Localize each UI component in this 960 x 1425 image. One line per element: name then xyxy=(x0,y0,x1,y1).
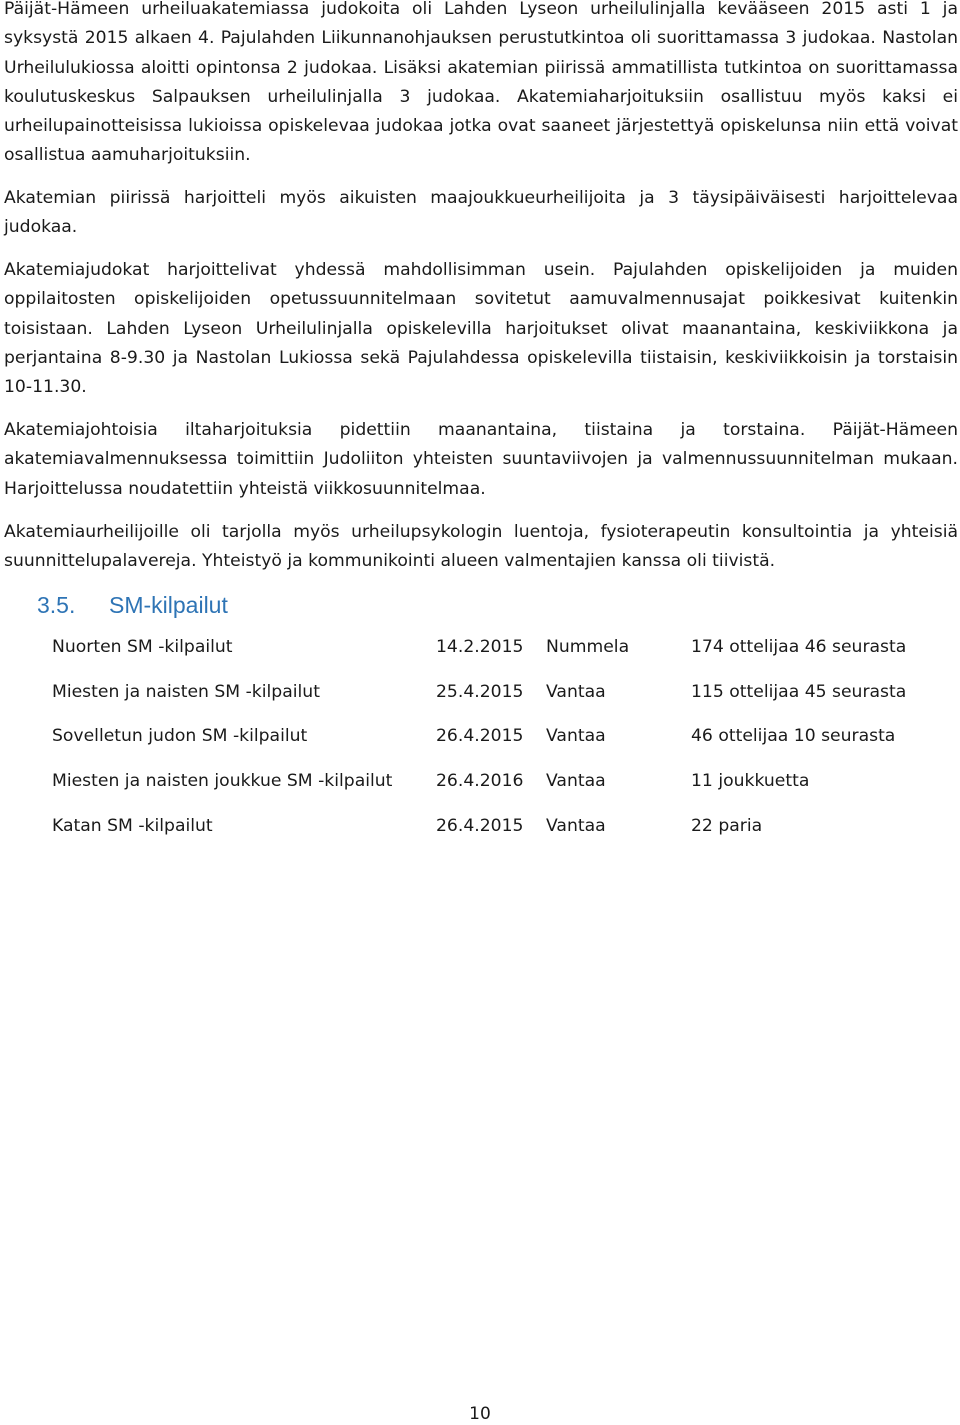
competition-place: Vantaa xyxy=(546,726,606,747)
table-row xyxy=(52,714,951,759)
competition-place: Nummela xyxy=(546,637,630,658)
section-number: 3.5. xyxy=(37,592,76,618)
competitions-table xyxy=(52,625,951,848)
page-number: 10 xyxy=(469,1404,491,1424)
competition-participants: 22 paria xyxy=(691,815,763,836)
paragraph-support-services: Akatemiaurheilijoille oli tarjolla myös urheilupsykologin luentoja, fysioterapeutin konsultointia ja yhteisiä suunnittelupalavereja. Yhteistyö ja kommunikointi alueen valmentajien kanssa oli tiivistä. xyxy=(4,522,958,572)
competition-date: 25.4.2015 xyxy=(436,681,524,702)
competition-name: Nuorten SM -kilpailut xyxy=(52,637,233,658)
competition-date: 26.4.2016 xyxy=(436,771,524,792)
competition-participants: 174 ottelijaa 46 seurasta xyxy=(691,637,907,658)
competition-date: 26.4.2015 xyxy=(436,726,524,747)
competition-date: 26.4.2015 xyxy=(436,815,524,836)
paragraph-evening-training: Akatemiajohtoisia iltaharjoituksia pidettiin maanantaina, tiistaina ja torstaina. Päijät-Hämeen akatemiavalmennuksessa toimittiin Judoliiton yhteisten suuntaviivojen ja valmennussuunnitelman mukaan. Harjoittelussa noudatettiin yhteistä viikkosuunnitelmaa. xyxy=(4,420,958,499)
competition-name: Sovelletun judon SM -kilpailut xyxy=(52,726,308,747)
table-row xyxy=(52,625,951,670)
competition-place: Vantaa xyxy=(546,681,606,702)
competition-date: 14.2.2015 xyxy=(436,637,524,658)
section-heading xyxy=(37,592,228,619)
paragraph-academy-students: Päijät-Hämeen urheiluakatemiassa judokoita oli Lahden Lyseon urheilulinjalla kevääseen 2015 asti 1 ja syksystä 2015 alkaen 4. Pajulahden Liikunnanohjauksen perustutkintoa oli suorittamassa 3 judokaa. Nastolan Urheilulukiossa aloitti opintonsa 2 judokaa. Lisäksi akatemian piirissä ammatillista tutkintoa on suorittamassa koulutuskeskus Salpauksen urheilulinjalla 3 judokaa. Akatemiaharjoituksiin osallistuu myös kaksi ei urheilupainotteisissa lukioissa opiskelevaa judokaa jotka ovat saaneet järjestettyä opiskelunsa niin että voivat osallistua aamuharjoituksiin. xyxy=(4,0,958,166)
competition-participants: 115 ottelijaa 45 seurasta xyxy=(691,681,907,702)
competition-participants: 11 joukkuetta xyxy=(691,771,810,792)
competition-name: Miesten ja naisten joukkue SM -kilpailut xyxy=(52,771,393,792)
table-row xyxy=(52,759,951,804)
competition-participants: 46 ottelijaa 10 seurasta xyxy=(691,726,896,747)
competition-name: Katan SM -kilpailut xyxy=(52,815,213,836)
paragraph-training-schedule: Akatemiajudokat harjoittelivat yhdessä mahdollisimman usein. Pajulahden opiskelijoiden ja muiden oppilaitosten opiskelijoiden opetussuunnitelmaan sovitetut aamuvalmennusajat poikkesivat kuitenkin toisistaan. Lahden Lyseon Urheilulinjalla opiskelevilla harjoitukset olivat maanantaina, keskiviikkona ja perjantaina 8-9.30 ja Nastolan Lukiossa sekä Pajulahdessa opiskelevilla tiistaisin, keskiviikkoisin ja torstaisin 10-11.30. xyxy=(4,260,958,398)
competition-place: Vantaa xyxy=(546,815,606,836)
section-title: SM-kilpailut xyxy=(109,592,228,618)
paragraph-adult-athletes: Akatemian piirissä harjoitteli myös aikuisten maajoukkueurheilijoita ja 3 täysipäiväisesti harjoittelevaa judokaa. xyxy=(4,188,958,238)
competition-place: Vantaa xyxy=(546,771,606,792)
table-row xyxy=(52,670,951,715)
competition-name: Miesten ja naisten SM -kilpailut xyxy=(52,681,320,702)
table-row xyxy=(52,803,951,848)
